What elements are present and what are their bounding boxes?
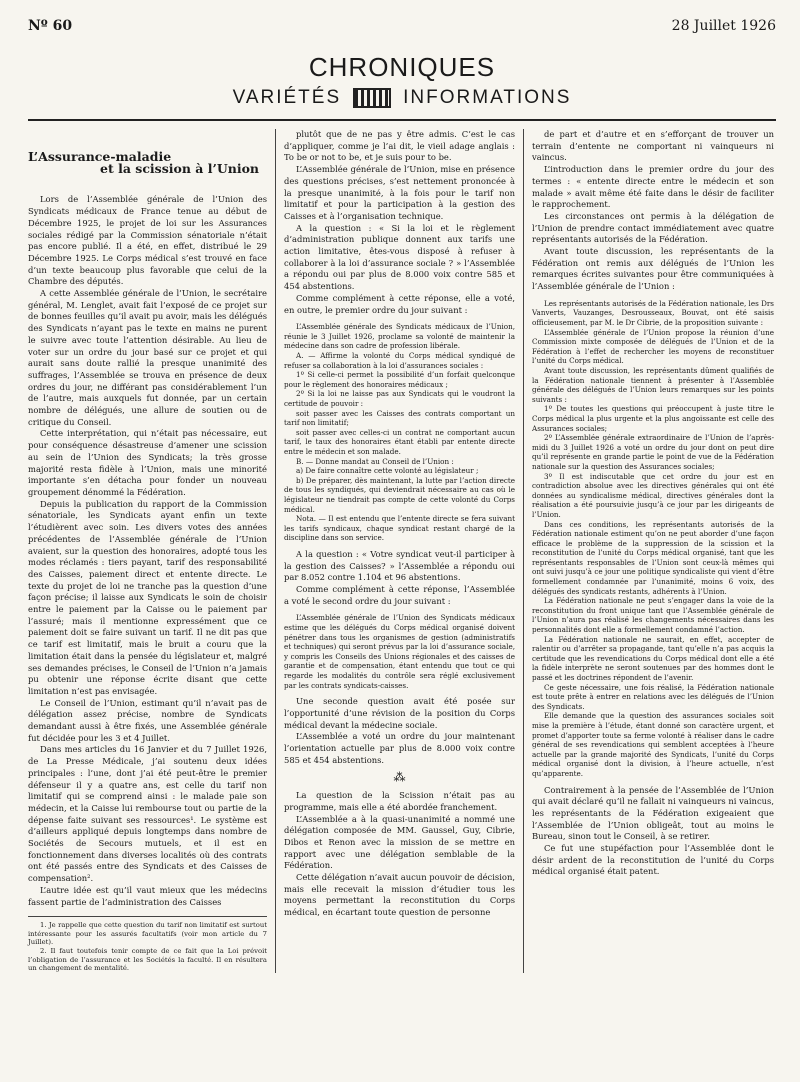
paragraph: Nota. — Il est entendu que l’entente directe se fera suivant les tarifs syndicaux, chaque syndicat restant chargé de la discipline dans son service.	[284, 514, 515, 543]
issue-number: Nº 60	[28, 18, 73, 34]
paragraph: Ce fut une stupéfaction pour l’Assemblée dont le désir ardent de la reconstitution de l’unité du Corps médical organisé était patent.	[532, 843, 774, 877]
federation-remarks	[532, 299, 774, 779]
paragraph: de part et d’autre et en s’efforçant de trouver un terrain d’entente ne comportant ni vainqueurs ni vaincus.	[532, 129, 774, 163]
paragraph: Le Conseil de l’Union, estimant qu’il n’avait pas de délégation assez précise, nombre de Syndicats demandant aussi à être fixés, une Assemblée générale fut décidée pour les 3 et 4 Juillet.	[28, 697, 267, 743]
column-1-body	[28, 194, 267, 908]
paragraph: Les représentants autorisés de la Fédération nationale, les Drs Vanverts, Vauzanges, Desrousseaux, Bouvat, ont été saisis officieusement, par M. le Dr Cibrie, de la proposition suivante :	[532, 298, 774, 328]
paragraph: La Fédération nationale ne saurait, en effet, accepter de ralentir ou d’arrêter sa propagande, tant qu’elle n’a pas acquis la certitude que les revendications du Corps médical dont elle a été la fidèle interprète ne seront soutenues par des hommes dont le passé et les doctrines répondent de l’avenir.	[532, 634, 774, 682]
footnotes	[28, 916, 267, 973]
paragraph: L’Assemblée a voté un ordre du jour maintenant l’orientation actuelle par plus de 8.000 voix contre 585 et 454 abstentions.	[284, 731, 515, 765]
paragraph: Cette interprétation, qui n’était pas nécessaire, eut pour conséquence désastreuse d’amener une scission au sein de l’Union des Syndicats; la très grosse majorité resta fidèle à l’Union, mais une minorité importante s’en détacha pour fonder un nouveau groupement dénommé la Fédération.	[28, 428, 267, 497]
paragraph: Les circonstances ont permis à la délégation de l’Union de prendre contact immédiatement avec quatre représentants autorisés de la Fédération.	[532, 210, 774, 245]
masthead-right: INFORMATIONS	[403, 87, 572, 108]
paragraph: Cette délégation n’avait aucun pouvoir de décision, mais elle recevait la mission d’étudier tous les moyens permettant la reconstitution du Corps médical, en écartant toute question de personne	[284, 872, 515, 918]
paragraph: 1º Si celle-ci permet la possibilité d’un forfait quelconque pour le règlement des honoraires médicaux ;	[284, 370, 515, 389]
ornament-icon	[353, 88, 391, 108]
paragraph: Comme complément à cette réponse, l’Assemblée a voté le second ordre du jour suivant :	[284, 584, 515, 606]
paragraph: soit passer avec les Caisses des contrats comportant un tarif non limitatif;	[284, 408, 515, 428]
column-2-participation	[284, 549, 515, 608]
section-separator: ⁂	[393, 770, 406, 785]
paragraph: L’introduction dans le premier ordre du jour des termes : « entente directe entre le médecin et son malade » avait même été faite dans le désir de faciliter le rapprochement.	[532, 164, 774, 210]
column-2-scission	[284, 790, 515, 919]
masthead-title: CHRONIQUES	[308, 52, 496, 82]
paragraph: L’autre idée est qu’il vaut mieux que les médecins fassent partie de l’administration des Caisses	[28, 884, 267, 907]
paragraph: L’Assemblée a à la quasi-unanimité a nommé une délégation composée de MM. Gaussel, Guy, Cibrie, Dibos et Renon avec la mission de se mettre en rapport avec une délégation semblable de la Fédération.	[284, 813, 515, 871]
paragraph: 2º L’Assemblée générale extraordinaire de l’Union de l’après-midi du 3 Juillet 1926 a voté un ordre du jour dont on peut dire qu’il représente en grande partie le point de vue de la Fédération nationale sur la question des Assurances sociales;	[532, 433, 774, 471]
paragraph: Lors de l’Assemblée générale de l’Union des Syndicats médicaux de France tenue au début de Décembre 1925, le projet de loi sur les Assurances sociales rédigé par la Commission sénatoriale n’était pas encore publié. Il a été, en effet, distribué le 29 Décembre 1925. Le Corps médical s’est trouvé en face d’un texte beaucoup plus favorable que celui de la Chambre des députés.	[28, 194, 267, 287]
paragraph: 1. Je rappelle que cette question du tarif non limitatif est surtout intéressante pour les assurés facultatifs (voir mon article du 7 Juillet).	[28, 921, 267, 947]
paragraph: Dans mes articles du 16 Janvier et du 7 Juillet 1926, de La Presse Médicale, j’ai soutenu deux idées principales : l’une, dont j’ai été peut-être le premier défenseur il y a quatre ans, est celle du tarif non limitatif qui se comprend ainsi : le malade paie son médecin, et la Caisse lui rembourse tout ou partie de la dépense faite suivant ses ressources¹. Le système est d’ailleurs appliqué depuis longtemps dans nombre de Sociétés de Secours mutuels, et il est en fonctionnement dans diverses localités où des contrats ont été passés entre des Syndicats et des Caisses de compensation².	[28, 744, 267, 884]
masthead	[28, 52, 776, 109]
article-title	[28, 151, 267, 174]
second-resolution	[284, 613, 515, 690]
paragraph: b) De préparer, dès maintenant, la lutte par l’action directe de tous les syndiqués, qui deviendrait nécessaire au cas où le législateur ne tiendrait pas compte de cette volonté du Corps médical.	[284, 475, 515, 514]
title-line-2: et la scission à l’Union	[100, 160, 259, 176]
footnote-list	[28, 921, 267, 973]
paragraph: A la question : « Votre syndicat veut-il participer à la gestion des Caisses? » l’Assemblée a répondu oui par 8.052 contre 1.104 et 96 abstentions.	[284, 548, 515, 583]
article-columns	[28, 129, 776, 973]
paragraph: Avant toute discussion, les représentants dûment qualifiés de la Fédération nationale tiennent à présenter à l’Assemblée générale des délégués de l’Union leurs remarques sur les points suivants :	[532, 366, 774, 404]
column-3-conclusion	[532, 785, 774, 879]
paragraph: La question de la Scission n’était pas au programme, mais elle a été abordée franchement.	[284, 790, 515, 812]
paragraph: L’Assemblée générale de l’Union, mise en présence des questions précises, s’est nettement prononcée à la presque unanimité, à la fois pour le tarif non limitatif et pour la participation à la gestion des Caisses et à l’organisation technique.	[284, 164, 515, 221]
column-3	[524, 129, 774, 973]
masthead-rule	[28, 119, 776, 121]
paragraph: a) De faire connaître cette volonté au législateur ;	[296, 466, 479, 476]
paragraph: Dans ces conditions, les représentants autorisés de la Fédération nationale estiment qu’on ne peut aborder d’une façon efficace le problème de la suppression de la scission et la reconstitution de l’unité du Corps médical organisé, tant que les représentants responsables de l’Union sont ceux-là mêmes qui ont suivi jusqu’à ce jour une politique syndicaliste qui vient d’être formellement condamnée par l’unanimité, moins 6 voix, des délégués des syndicats restants, adhérents à l’Union.	[532, 519, 774, 596]
paragraph: Une seconde question avait été posée sur l’opportunité d’une révision de la position du Corps médical devant la médecine sociale.	[284, 696, 515, 730]
paragraph: L’Assemblée générale de l’Union des Syndicats médicaux estime que les délégués du Corps médical organisé doivent pénétrer dans tous les organismes de gestion (administratifs et techniques) qui seront prévus par la loi d’assurance sociale, y compris les Conseils des Unions régionales et des caisses de garantie et de compensation, étant entendu que tout ce qui regarde les modalités du contrôle sera réglé exclusivement par les contrats syndicats-caisses.	[284, 613, 515, 690]
masthead-subtitle	[28, 87, 776, 109]
paragraph: 1º De toutes les questions qui préoccupent à juste titre le Corps médical la plus urgente et la plus angoissante est celle des Assurances sociales;	[532, 404, 774, 433]
page-header	[28, 18, 776, 34]
title-line-1: L’Assurance-maladie	[28, 149, 172, 164]
paragraph: L’Assemblée générale des Syndicats médicaux de l’Union, réunie le 3 Juillet 1926, proclame sa volonté de maintenir la médecine dans son cadre de profession libérale.	[284, 322, 515, 351]
column-2-intro	[284, 129, 515, 316]
column-2-orientation	[284, 696, 515, 766]
paragraph: 2º Si la loi ne laisse pas aux Syndicats qui le voudront la certitude de pouvoir :	[284, 389, 515, 408]
paragraph: Comme complément à cette réponse, elle a voté, en outre, le premier ordre du jour suivant :	[284, 292, 515, 315]
paragraph: L’Assemblée générale de l’Union propose la réunion d’une Commission mixte composée de délégués de l’Union et de la Fédération à l’effet de rechercher les moyens de reconstituer l’unité du Corps médical.	[532, 327, 774, 366]
paragraph: A la question : « Si la loi et le règlement d’administration publique donnent aux tarifs une action limitative, êtes-vous disposé à refuser à collaborer à la loi d’assurance sociale ? » l’Assemblée a répondu oui par plus de 8.000 voix contre 585 et 454 abstentions.	[284, 222, 515, 292]
paragraph: Depuis la publication du rapport de la Commission sénatoriale, les Syndicats ayant enfin un texte l’étudièrent avec soin. Les divers votes des années précédentes de l’Assemblée générale de l’Union avaient, sur la question des honoraires, adopté tous les modes réclamés : tiers payant, tarif des responsabilité des Caisses, paiement direct et entente directe. Le texte du projet de loi ne tranche pas la question d’une façon précise; il laisse aux Syndicats le soin de choisir entre le paiement par la Caisse ou le paiement par l’assuré; mais il mentionne expressément que ce paiement doit se faire suivant un tarif. Il ne dit pas que ce tarif est limitatif, mais le bruit a couru que la limitation était dans la pensée du législateur et, malgré ses demandes précises, le Conseil de l’Union n’a jamais pu obtenir une réponse écrite disant que cette limitation n’est pas envisagée.	[28, 498, 267, 696]
paragraph: Ce geste nécessaire, une fois réalisé, la Fédération nationale est toute prête à entrer en relations avec les délégués de l’Union des Syndicats.	[532, 682, 774, 711]
paragraph: Avant toute discussion, les représentants de la Fédération ont remis aux délégués de l’Union les remarques écrites suivantes pour être communiquées à l’Assemblée générale de l’Union :	[532, 246, 774, 292]
issue-date: 28 Juillet 1926	[671, 18, 776, 34]
column-2	[276, 129, 524, 973]
column-1	[28, 129, 276, 973]
paragraph: A. — Affirme la volonté du Corps médical syndiqué de refuser sa collaboration à la loi d’assurances sociales :	[284, 351, 515, 370]
paragraph: A cette Assemblée générale de l’Union, le secrétaire général, M. Lenglet, avait fait l’exposé de ce projet sur de bonnes feuilles qu’il avait pu avoir, mais les délégués des Syndicats n’ayant pas le texte en mains ne purent le suivre avec toute l’attention désirable. Au lieu de voter sur un ordre du jour basé sur ce projet et qui aurait sans doute rallié la presque unanimité des suffrages, l’Assemblée se trouva en présence de deux ordres du jour, ne différant pas considérablement l’un de l’autre, mais auxquels fut donnée, par un certain nombre de délégués, une allure de soutien ou de critique du Conseil.	[28, 288, 267, 427]
paragraph: soit passer avec celles-ci un contrat ne comportant aucun tarif, le taux des honoraires étant établi par entente directe entre le médecin et son malade.	[284, 427, 515, 456]
paragraph: Elle demande que la question des assurances sociales soit mise la première à l’étude, étant donné son caractère urgent, et promet d’apporter toute sa ferme volonté à réaliser dans le cadre général de ses revendications qui semblent acceptées à l’heure actuelle par la grande majorité des Syndicats, l’unité du Corps médical organisé dont la division, à l’heure actuelle, n’est qu’apparente.	[532, 711, 774, 778]
paragraph: Contrairement à la pensée de l’Assemblée de l’Union qui avait déclaré qu’il ne fallait ni vainqueurs ni vaincus, les représentants de la Fédération exigeaient que l’Assemblée de l’Union obligeât, tout au moins le Bureau, sinon tout le Conseil, à se retirer.	[532, 784, 774, 842]
masthead-left: VARIÉTÉS	[232, 87, 342, 108]
paragraph: 2. Il faut toutefois tenir compte de ce fait que la Loi prévoit l’obligation de l’assurance et les Sociétés la faculté. Il en résultera un changement de mentalité.	[28, 947, 267, 973]
first-resolution	[284, 322, 515, 543]
paragraph: La Fédération nationale ne peut s’engager dans la voie de la reconstitution du front unique tant que l’Assemblée générale de l’Union n’aura pas réalisé les changements nécessaires dans les personnalités dont elle a formellement condamné l’action.	[532, 596, 774, 635]
paragraph: plutôt que de ne pas y être admis. C’est le cas d’appliquer, comme je l’ai dit, le vieil adage anglais : To be or not to be, et je suis pour to be.	[284, 129, 515, 163]
paragraph: B. — Donne mandat au Conseil de l’Union :	[296, 456, 454, 466]
column-3-intro	[532, 129, 774, 293]
paragraph: 3º Il est indiscutable que cet ordre du jour est en contradiction absolue avec les directives générales qui ont été données au syndicalisme médical, directives générales dont la réalisation a été poursuivie jusqu’à ce jour par les dirigeants de l’Union.	[532, 471, 774, 519]
